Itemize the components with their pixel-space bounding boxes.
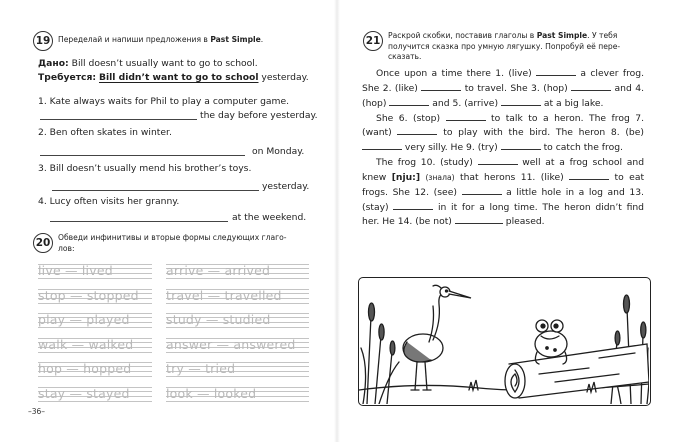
trace-row-left-2[interactable] [38, 287, 152, 304]
ex19-item-4: 4. Lucy often visits her granny. [38, 196, 180, 207]
guide-rule [38, 376, 152, 377]
guide-rule [38, 278, 152, 279]
page-number: –36– [28, 407, 46, 416]
ex19-item-3: 3. Bill doesn’t usually mend his brother’s toys. [38, 163, 252, 174]
exercise-21-instruction [388, 31, 620, 63]
instruction-line: лов: [58, 243, 75, 253]
given-line [38, 58, 258, 70]
ex19-item-2-ending: on Monday. [252, 146, 305, 157]
ex19-item-1: 1. Kate always waits for Phil to play a computer game. [38, 96, 290, 107]
story-text [362, 67, 644, 230]
instruction-line: Обведи инфинитивы и вторые формы следующих глаго- [58, 233, 287, 242]
blank-9[interactable] [501, 141, 541, 150]
given-text: Bill doesn’t usually want to go to school. [71, 58, 258, 69]
ex19-item-3-ending: yesterday. [262, 181, 310, 192]
guide-rule [38, 401, 152, 402]
ex19-item-2: 2. Ben often skates in winter. [38, 127, 172, 138]
instruction-bold: Past Simple [536, 31, 588, 40]
blank-5[interactable] [501, 97, 541, 106]
transcription: [nju:] [391, 171, 421, 183]
instruction-text: . [260, 35, 264, 44]
trace-word-pair: walk — walked [38, 336, 134, 352]
guide-rule [166, 278, 309, 279]
story-paragraph-2: She 6. (stop) to talk to a heron. The frog 7. (want) to play with the bird. The heron 8. (be) very silly. He 9. (try) to catch the frog. [362, 112, 645, 154]
trace-row-left-1[interactable] [38, 262, 152, 279]
trace-word-pair: arrive — arrived [166, 263, 271, 278]
ex19-item-4-ending: at the weekend. [232, 212, 307, 223]
blank-7[interactable] [397, 126, 437, 135]
trace-word-pair: try — tried [166, 361, 236, 377]
instruction-line: сказать. [388, 52, 422, 61]
illustration-svg [359, 278, 649, 404]
blank-6[interactable] [446, 112, 486, 121]
blank-4[interactable] [389, 97, 429, 106]
guide-rule [166, 352, 309, 353]
blank-10[interactable] [478, 156, 518, 165]
log-illustration [505, 344, 649, 398]
guide-rule [38, 352, 152, 353]
trace-row-right-6[interactable] [166, 385, 309, 402]
heron-illustration [403, 285, 471, 390]
trace-row-right-1[interactable] [166, 262, 309, 279]
right-page [337, 0, 674, 442]
required-label: Требуется: [38, 72, 97, 83]
guide-rule [166, 303, 309, 304]
instruction-line: получится сказка про умную лягушку. Попробуй её пере- [388, 41, 621, 51]
blank-8[interactable] [362, 141, 402, 150]
blank-2[interactable] [421, 82, 461, 91]
answer-line-1[interactable] [40, 119, 197, 120]
exercise-19-instruction [58, 35, 263, 46]
instruction-text: Раскрой скобки, поставив глаголы в [388, 31, 537, 40]
story-paragraph-1: Once upon a time there 1. (live) a clever frog. She 2. (like) to travel. She 3. (hop) and 4. (hop) and 5. (arrive) at a big lake. [362, 68, 645, 109]
instruction-bold: Past Simple [210, 35, 261, 44]
exercise-19-header [33, 31, 263, 51]
trace-row-right-2[interactable] [166, 287, 309, 304]
trace-word-pair: hop — hopped [38, 361, 132, 377]
trace-word-pair: study — studied [166, 312, 271, 328]
gloss: (знала) [425, 172, 455, 182]
blank-11[interactable] [569, 171, 609, 180]
given-label: Дано: [38, 58, 69, 69]
exercise-number-21: 21 [363, 31, 383, 51]
trace-row-left-5[interactable] [38, 360, 152, 377]
required-line [38, 72, 309, 84]
required-answer: Bill didn’t want to go to school [98, 72, 259, 83]
trace-row-left-6[interactable] [38, 385, 152, 402]
trace-word-pair: travel — travelled [166, 287, 282, 303]
exercise-21-header [363, 31, 620, 63]
trace-row-left-3[interactable] [38, 311, 152, 328]
guide-rule [166, 376, 309, 377]
required-tail: yesterday. [261, 72, 309, 83]
exercise-20-header [33, 233, 286, 254]
blank-14[interactable] [455, 215, 503, 224]
trace-word-pair: live — lived [38, 263, 113, 278]
trace-row-right-3[interactable] [166, 311, 309, 328]
trace-word-pair: stay — stayed [38, 386, 130, 401]
story-paragraph-3: The frog 10. (study) well at a frog school and knew [nju:] (знала) that herons 11. (like) to eat frogs. She 12. (see) a little hole in a log and 13. (stay) in it for a long time. The heron didn’t find her. He 14. (be not) pleased. [362, 157, 645, 228]
answer-line-3[interactable] [52, 190, 259, 191]
exercise-20-instruction [58, 233, 286, 254]
trace-row-left-4[interactable] [38, 336, 152, 353]
blank-1[interactable] [536, 67, 576, 76]
guide-rule [38, 327, 152, 328]
blank-12[interactable] [462, 186, 502, 195]
answer-line-2[interactable] [40, 155, 245, 156]
trace-word-pair: answer — answered [166, 336, 296, 352]
trace-word-pair: play — played [38, 312, 130, 328]
exercise-number-20: 20 [33, 233, 53, 253]
grass-icon [469, 380, 478, 390]
blank-3[interactable] [571, 82, 611, 91]
blank-13[interactable] [393, 201, 433, 210]
instruction-text: . У тебя [587, 31, 618, 40]
answer-line-4[interactable] [50, 221, 228, 222]
exercise-number-19: 19 [33, 31, 53, 51]
guide-rule [166, 401, 309, 402]
guide-rule [38, 303, 152, 304]
trace-word-pair: look — looked [166, 386, 257, 401]
guide-rule [166, 327, 309, 328]
ex19-item-1-ending: the day before yesterday. [200, 110, 318, 121]
instruction-text: Переделай и напиши предложения в [58, 35, 211, 44]
story-illustration [358, 277, 651, 406]
trace-row-right-4[interactable] [166, 336, 309, 353]
trace-word-pair: stop — stopped [38, 287, 139, 303]
trace-row-right-5[interactable] [166, 360, 309, 377]
